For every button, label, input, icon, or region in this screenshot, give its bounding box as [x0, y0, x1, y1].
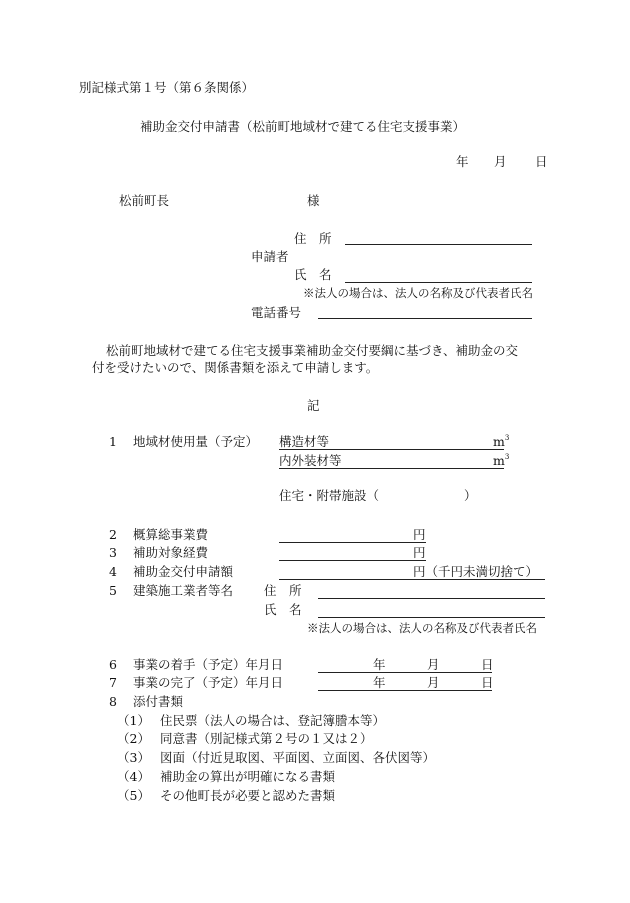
item4-label: 補助金交付申請額	[133, 564, 234, 579]
item5-address-label: 住 所	[264, 583, 302, 598]
item1-number: 1	[109, 434, 117, 449]
applicant-corp-note: ※法人の場合は、法人の名称及び代表者氏名	[303, 286, 533, 300]
item3-field[interactable]	[279, 560, 426, 561]
applicant-phone-label: 電話番号	[251, 305, 302, 320]
item6-day: 日	[481, 657, 494, 672]
item4-field[interactable]	[279, 579, 545, 580]
item6-label: 事業の着手（予定）年月日	[133, 657, 284, 672]
applicant-address-field[interactable]	[345, 244, 532, 245]
item1-structural-field[interactable]	[279, 449, 504, 450]
item2-unit: 円	[413, 527, 426, 542]
item1-interior-label: 内外装材等	[279, 453, 342, 468]
attachment-5-number: （5）	[117, 788, 150, 803]
item3-number: 3	[109, 545, 117, 560]
item2-number: 2	[109, 527, 117, 542]
item1-structural-unit: $m^3$	[493, 434, 510, 449]
item1-facility-close: ）	[464, 488, 477, 503]
item1-label: 地域材使用量（予定）	[133, 434, 259, 449]
item5-address-field[interactable]	[318, 598, 545, 599]
item6-date-field[interactable]	[318, 672, 492, 673]
item4-unit: 円（千円未満切捨て）	[413, 564, 539, 579]
item7-month: 月	[427, 675, 440, 690]
item7-number: 7	[109, 675, 117, 690]
applicant-address-label: 住 所	[294, 231, 332, 246]
addressee-honorific: 様	[307, 193, 320, 208]
attachment-2-text: 同意書（別記様式第２号の１又は２）	[160, 731, 373, 746]
applicant-role-label: 申請者	[251, 249, 289, 264]
date-year-label: 年	[456, 154, 469, 169]
item1-structural-label: 構造材等	[279, 434, 330, 449]
item6-month: 月	[427, 657, 440, 672]
item5-name-field[interactable]	[318, 617, 545, 618]
item3-unit: 円	[413, 545, 426, 560]
body-text-line1: 松前町地域材で建てる住宅支援事業補助金交付要綱に基づき、補助金の交	[106, 343, 519, 358]
item6-year: 年	[373, 657, 386, 672]
attachment-3-number: （3）	[117, 750, 150, 765]
item2-label: 概算総事業費	[133, 527, 209, 542]
item5-corp-note: ※法人の場合は、法人の名称及び代表者氏名	[307, 621, 537, 635]
item6-number: 6	[109, 657, 117, 672]
item1-interior-unit: $m^3$	[493, 453, 510, 468]
item7-label: 事業の完了（予定）年月日	[133, 675, 284, 690]
addressee-name: 松前町長	[119, 193, 170, 208]
attachment-1-text: 住民票（法人の場合は、登記簿謄本等）	[160, 713, 386, 728]
item7-day: 日	[481, 675, 494, 690]
item3-label: 補助対象経費	[133, 545, 209, 560]
item2-field[interactable]	[279, 542, 426, 543]
item1-interior-field[interactable]	[279, 468, 504, 469]
item8-label: 添付書類	[133, 694, 184, 709]
document-title: 補助金交付申請書（松前町地域材で建てる住宅支援事業）	[140, 119, 466, 134]
item1-facility-label: 住宅・附帯施設（	[279, 488, 380, 503]
item7-year: 年	[373, 675, 386, 690]
applicant-name-field[interactable]	[345, 282, 532, 283]
body-text-line2: 付を受けたいので、関係書類を添えて申請します。	[92, 360, 379, 375]
attachment-1-number: （1）	[117, 713, 150, 728]
attachment-4-text: 補助金の算出が明確になる書類	[160, 769, 336, 784]
attachment-3-text: 図面（付近見取図、平面図、立面図、各伏図等）	[160, 750, 436, 765]
item7-date-field[interactable]	[318, 690, 492, 691]
form-number: 別記様式第１号（第６条関係）	[79, 80, 255, 95]
applicant-phone-field[interactable]	[318, 318, 532, 319]
item5-label: 建築施工業者等名	[133, 583, 234, 598]
attachment-2-number: （2）	[117, 731, 150, 746]
item4-number: 4	[109, 564, 117, 579]
item5-name-label: 氏 名	[264, 602, 302, 617]
attachment-5-text: その他町長が必要と認めた書類	[160, 788, 336, 803]
item5-number: 5	[109, 583, 117, 598]
date-day-label: 日	[535, 154, 548, 169]
item8-number: 8	[109, 694, 117, 709]
ki-heading: 記	[307, 398, 320, 413]
date-month-label: 月	[494, 154, 507, 169]
attachment-4-number: （4）	[117, 769, 150, 784]
applicant-name-label: 氏 名	[294, 267, 332, 282]
